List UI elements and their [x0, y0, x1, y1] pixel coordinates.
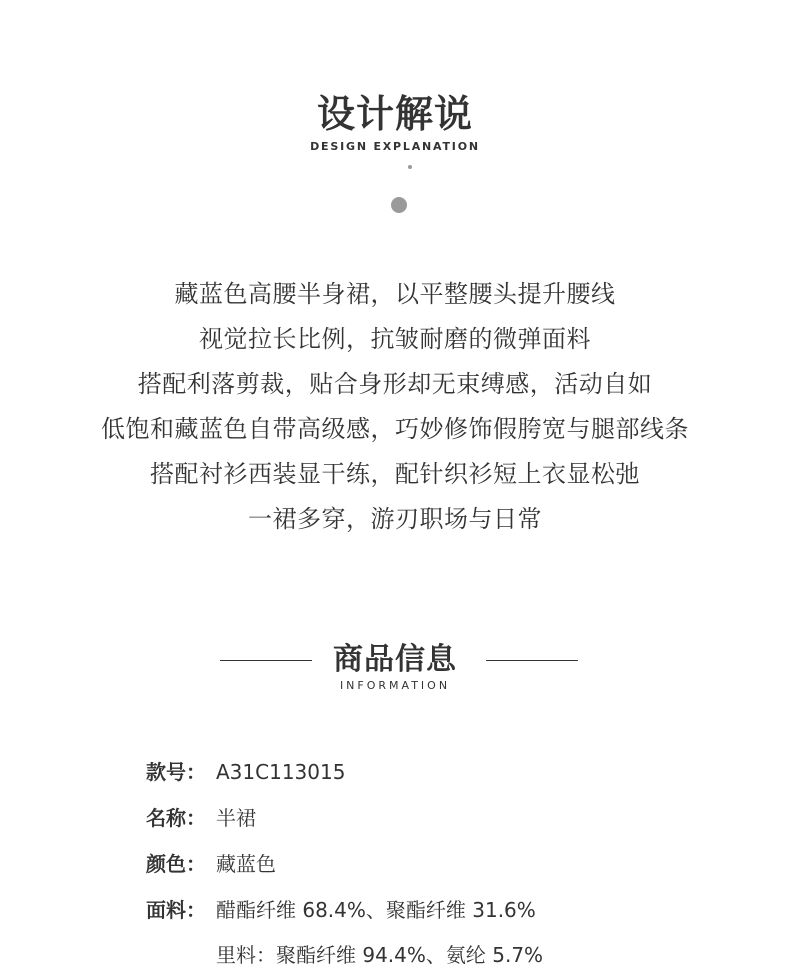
description-line: 搭配利落剪裁，贴合身形却无束缚感，活动自如	[137, 370, 653, 398]
spec-label: 颜色：	[146, 852, 206, 876]
description-line: 搭配衬衫西装显干练，配针织衫短上衣显松弛	[150, 460, 640, 488]
spec-value: 半裙	[216, 806, 256, 830]
design-description	[0, 272, 790, 542]
spec-value: 藏蓝色	[216, 852, 276, 876]
spec-value: 里料：聚酯纤维 94.4%、氨纶 5.7%	[216, 943, 544, 967]
description-line: 视觉拉长比例，抗皱耐磨的微弹面料	[199, 325, 591, 353]
product-info-title: 商品信息	[333, 642, 457, 677]
spec-label: 款号：	[146, 760, 206, 784]
title-divider-right	[486, 660, 578, 661]
spec-value: 醋酯纤维 68.4%、聚酯纤维 31.6%	[216, 898, 536, 922]
small-dot-decoration	[408, 165, 412, 169]
design-explanation-title: 设计解说	[316, 92, 473, 136]
design-explanation-subtitle: DESIGN EXPLANATION	[310, 140, 480, 153]
description-line: 一裙多穿，游刃职场与日常	[248, 505, 542, 533]
large-dot-decoration	[391, 197, 407, 213]
description-line: 藏蓝色高腰半身裙，以平整腰头提升腰线	[174, 280, 616, 308]
description-line: 低饱和藏蓝色自带高级感，巧妙修饰假胯宽与腿部线条	[101, 415, 689, 443]
spec-label: 面料：	[146, 898, 206, 922]
spec-value: A31C113015	[216, 760, 346, 784]
spec-label: 名称：	[146, 806, 206, 830]
product-info-subtitle: INFORMATION	[339, 679, 451, 692]
